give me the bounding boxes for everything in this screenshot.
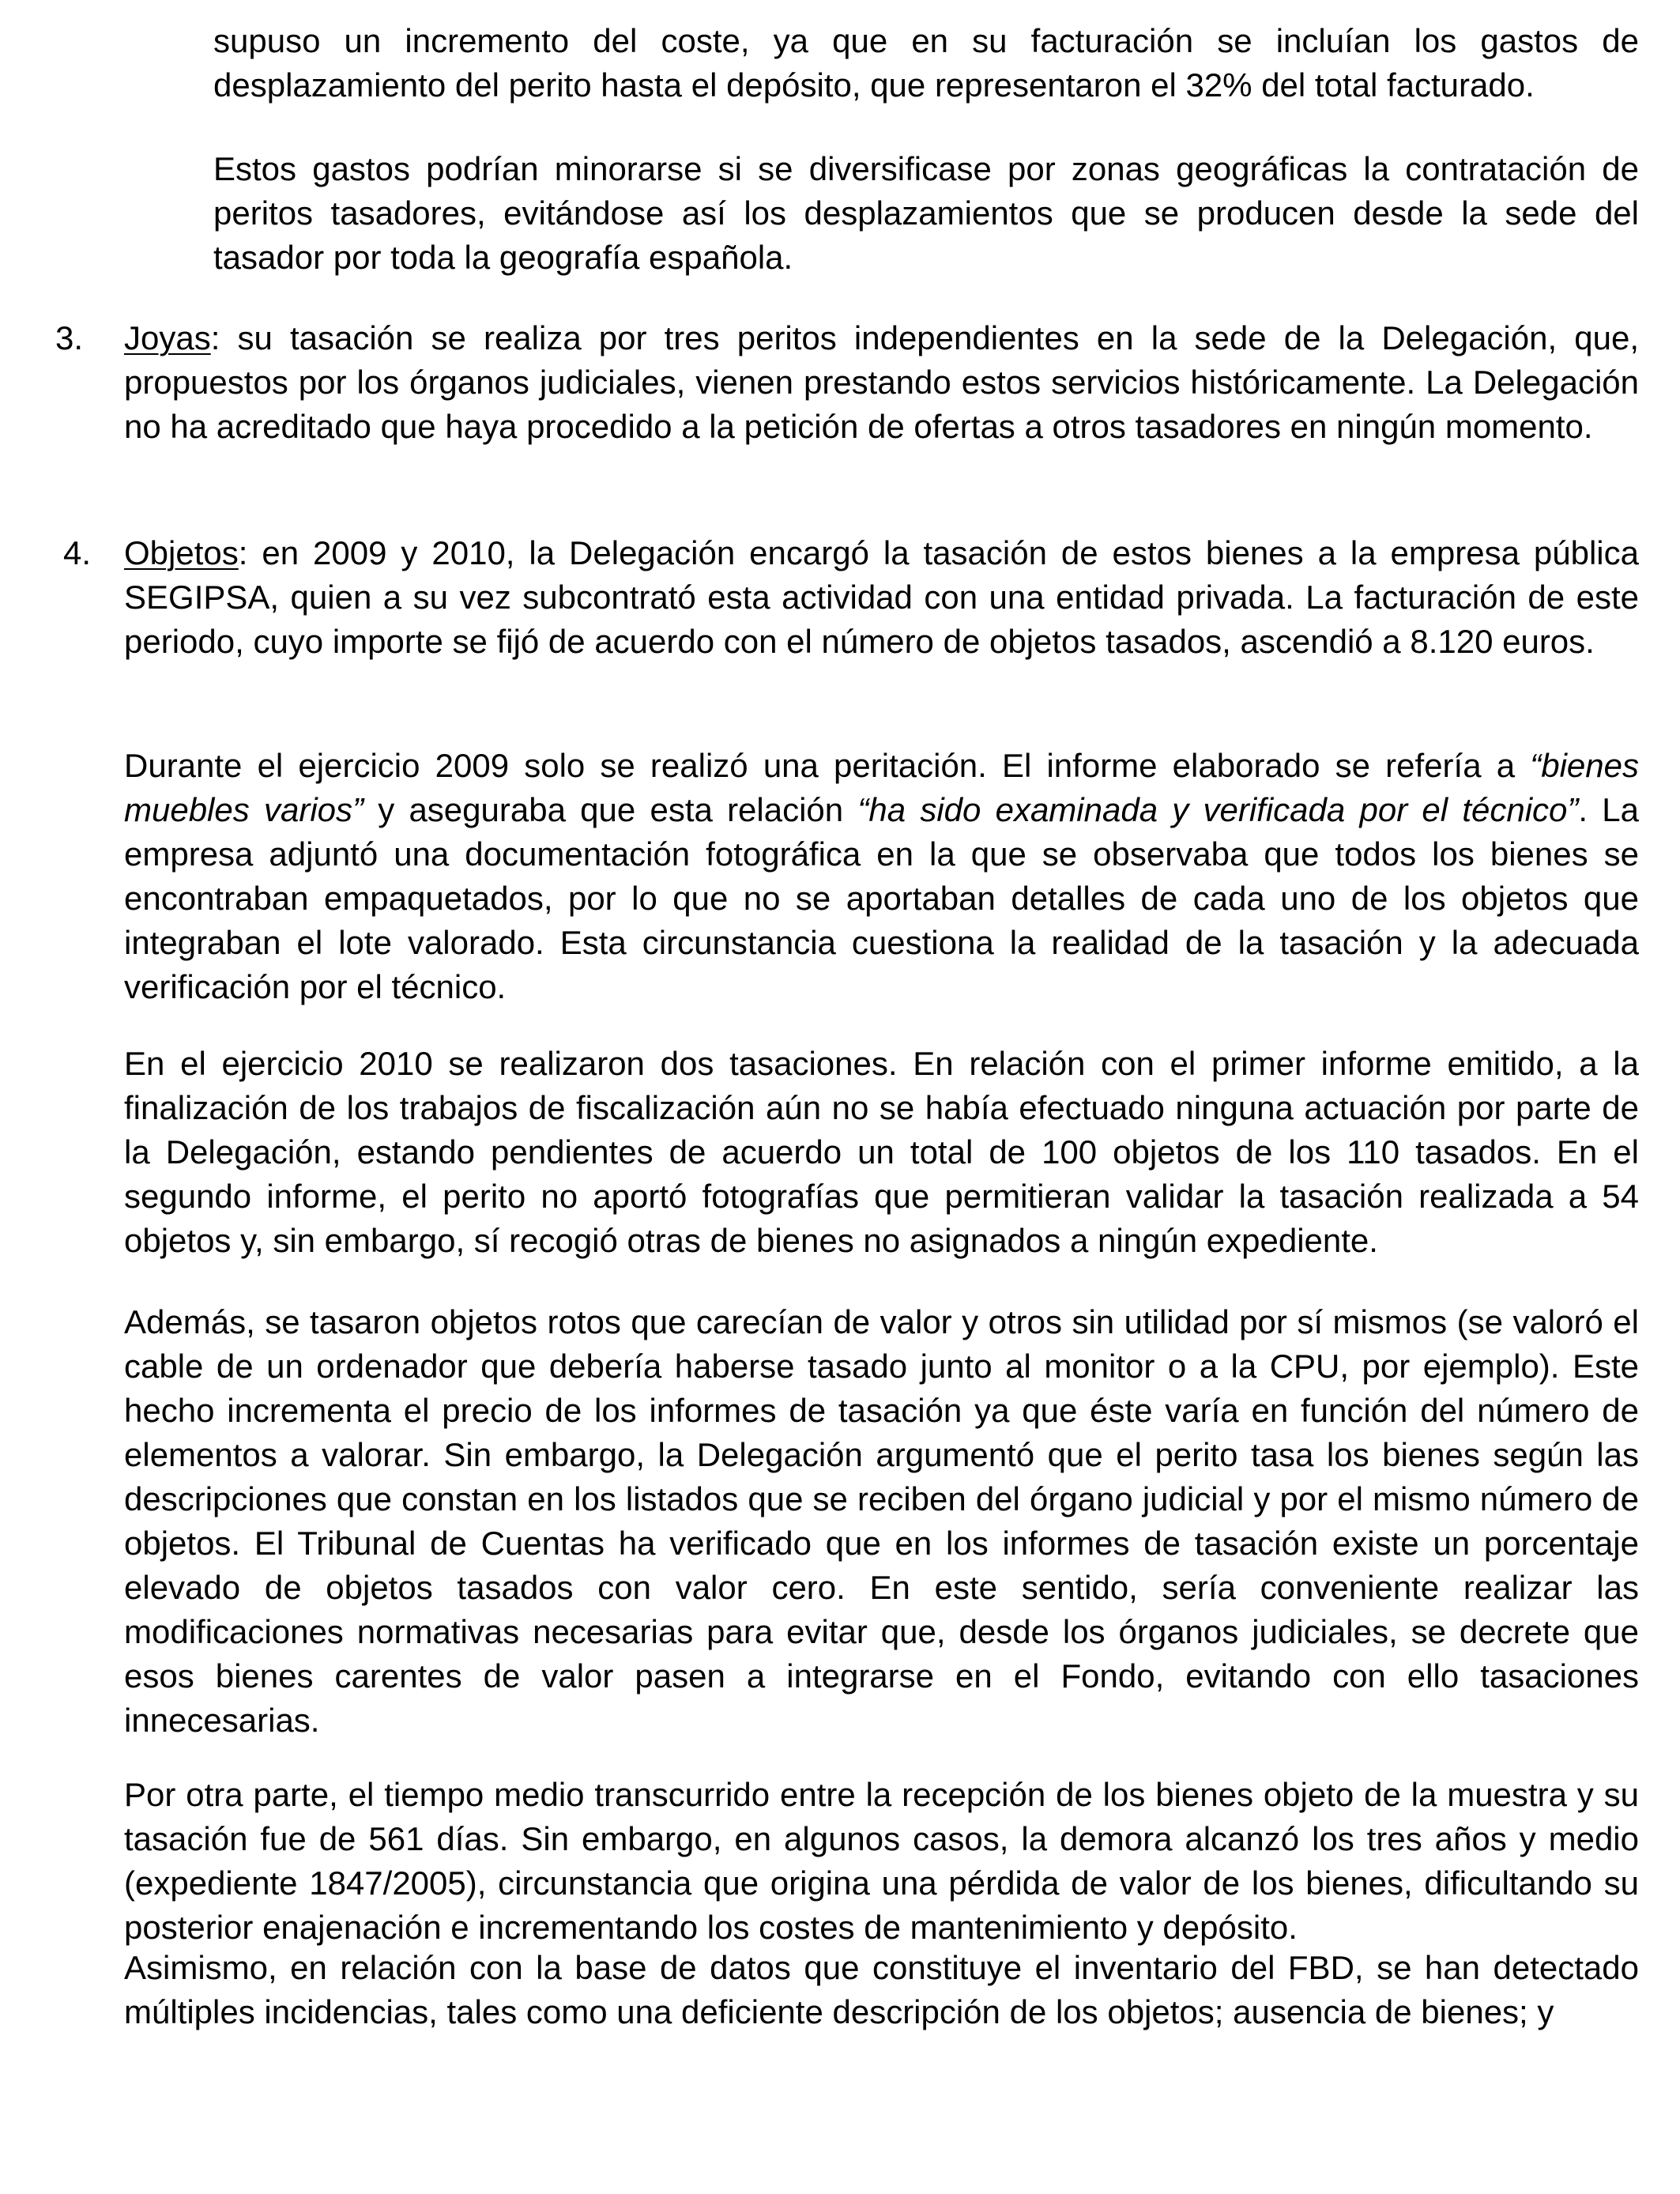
paragraph-travel-costs: Estos gastos podrían minorarse si se diversificase por zonas geográficas la contratación de peritos tasadores, evitándose así los desplazamientos que se producen desde la sede del tasador por toda la geografía española. [213,150,1639,276]
quote-examinada: “ha sido examinada y verificada por el técnico” [857,791,1579,828]
paragraph-2010-appraisals: En el ejercicio 2010 se realizaron dos tasaciones. En relación con el primer informe emitido, a la finalización de los trabajos de fiscalización aún no se había efectuado ninguna actuación por parte de la Delegación, estando pendientes de acuerdo un total de 100 objetos de los 110 tasados. En el segundo informe, el perito no aportó fotografías que permitieran validar la tasación realizada a 54 objetos y, sin embargo, sí recogió otras de bienes no asignados a ningún expediente. [124,1045,1639,1259]
paragraph-average-time: Por otra parte, el tiempo medio transcurrido entre la recepción de los bienes objeto de la muestra y su tasación fue de 561 días. Sin embargo, en algunos casos, la demora alcanzó los tres años y medio (expediente 1847/2005), circunstancia que origina una pérdida de valor de los bienes, dificultando su posterior enajenación e incrementando los costes de mantenimiento y depósito. [124,1776,1639,1946]
text-run: Durante el ejercicio 2009 solo se realizó una peritación. El informe elaborado se refería a [124,747,1531,784]
list-number-3: 3. [55,319,84,356]
text-run: . La empresa adjuntó una documentación fotográfica en la que se observaba que todos los bienes se encontraban empaquetados, por lo que no se aportaban detalles de cada uno de los objetos que integraban el lote valorado. Esta circunstancia cuestiona la realidad de la tasación y la adecuada verificación por el técnico. [124,791,1639,1005]
quote-bienes-muebles: “bienes muebles varios” [124,747,1639,828]
list-item-objetos [124,531,1639,664]
text-run: y aseguraba que esta relación [363,791,858,828]
term-objetos: Objetos [124,534,239,571]
paragraph-2009-appraisal [124,744,1639,1009]
paragraph-cost-increase: supuso un incremento del coste, ya que en su facturación se incluían los gastos de desplazamiento del perito hasta el depósito, que representaron el 32% del total facturado. [213,22,1639,104]
list-item-objetos-text: : en 2009 y 2010, la Delegación encargó la tasación de estos bienes a la empresa pública SEGIPSA, quien a su vez subcontrató esta actividad con una entidad privada. La facturación de este periodo, cuyo importe se fijó de acuerdo con el número de objetos tasados, ascendió a 8.120 euros. [124,534,1639,660]
paragraph-broken-objects: Además, se tasaron objetos rotos que carecían de valor y otros sin utilidad por sí mismos (se valoró el cable de un ordenador que debería haberse tasado junto al monitor o a la CPU, por ejemplo). Este hecho incrementa el precio de los informes de tasación ya que éste varía en función del número de elementos a valorar. Sin embargo, la Delegación argumentó que el perito tasa los bienes según las descripciones que constan en los listados que se reciben del órgano judicial y por el mismo número de objetos. El Tribunal de Cuentas ha verificado que en los informes de tasación existe un porcentaje elevado de objetos tasados con valor cero. En este sentido, sería conveniente realizar las modificaciones normativas necesarias para evitar que, desde los órganos judiciales, se decrete que esos bienes carentes de valor pasen a integrarse en el Fondo, evitando con ello tasaciones innecesarias. [124,1303,1639,1739]
term-joyas: Joyas [124,319,211,356]
paragraph-database-incidents: Asimismo, en relación con la base de datos que constituye el inventario del FBD, se han detectado múltiples incidencias, tales como una deficiente descripción de los objetos; ausencia de bienes; y [124,1949,1639,2030]
list-number-4: 4. [63,534,92,571]
list-item-joyas [124,316,1639,449]
list-item-joyas-text: : su tasación se realiza por tres peritos independientes en la sede de la Delegación, que, propuestos por los órganos judiciales, vienen prestando estos servicios históricamente. La Delegación no ha acreditado que haya procedido a la petición de ofertas a otros tasadores en ningún momento. [124,319,1639,445]
